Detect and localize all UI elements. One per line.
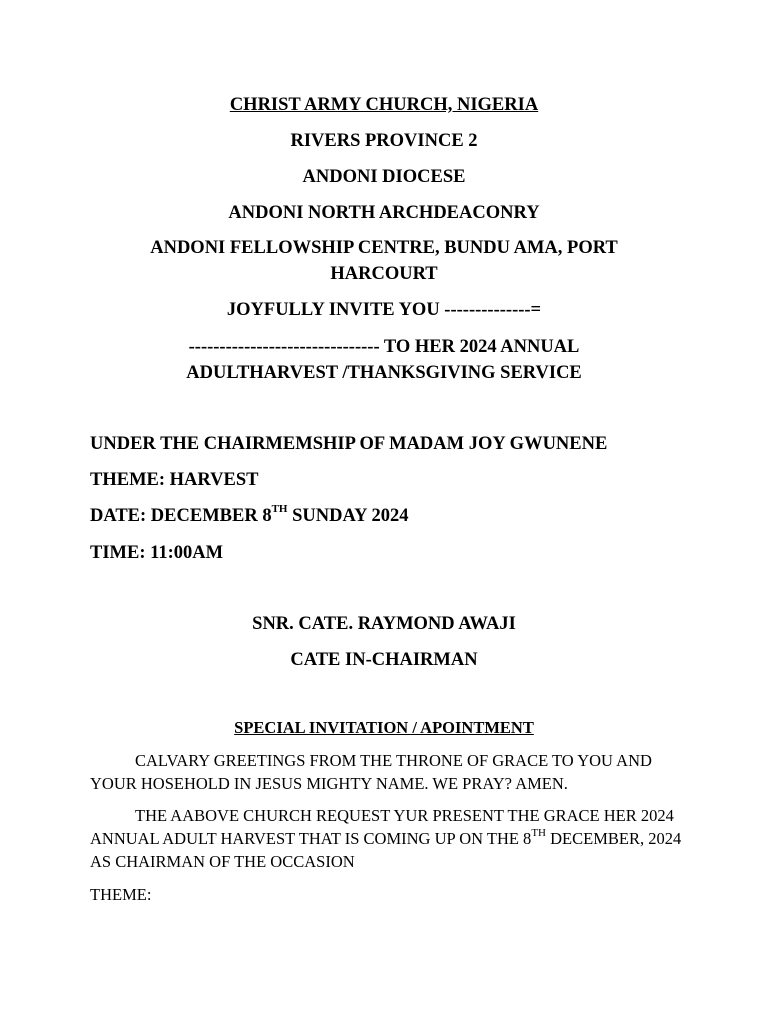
centre-line-1: ANDONI FELLOWSHIP CENTRE, BUNDU AMA, PORT	[150, 238, 618, 258]
date-superscript: TH	[271, 502, 288, 515]
date-prefix: DATE: DECEMBER 8	[90, 506, 272, 526]
chairmanship-line: UNDER THE CHAIRMEMSHIP OF MADAM JOY GWUNENE	[90, 434, 608, 454]
province: RIVERS PROVINCE 2	[290, 131, 478, 151]
paragraph-1	[90, 749, 686, 795]
theme-line: THEME: HARVEST	[90, 470, 259, 490]
diocese: ANDONI DIOCESE	[302, 167, 466, 187]
invite-line: JOYFULLY INVITE YOU --------------=	[226, 300, 542, 320]
paragraph-2-superscript: TH	[531, 826, 546, 839]
theme-label: THEME:	[90, 885, 152, 904]
service-line-1: ------------------------------- TO HER 2024 ANNUAL	[188, 337, 580, 357]
letter-heading: SPECIAL INVITATION / APOINTMENT	[234, 718, 534, 737]
date-line	[90, 503, 690, 529]
time-line: TIME: 11:00AM	[90, 543, 224, 563]
signatory-title: CATE IN-CHAIRMAN	[290, 650, 478, 670]
church-name: CHRIST ARMY CHURCH, NIGERIA	[229, 95, 539, 115]
service-line-2: ADULTHARVEST /THANKSGIVING SERVICE	[186, 363, 582, 383]
paragraph-1-text: CALVARY GREETINGS FROM THE THRONE OF GRACE TO YOU AND YOUR HOSEHOLD IN JESUS MIGHTY NAME. WE PRAY? AMEN.	[90, 751, 652, 793]
signatory-name: SNR. CATE. RAYMOND AWAJI	[252, 614, 516, 634]
paragraph-2-end: DECEMBER, 2024 AS CHAIRMAN OF THE OCCASION	[90, 829, 682, 871]
centre-line-2: HARCOURT	[330, 264, 438, 284]
paragraph-2	[90, 804, 686, 873]
archdeaconry: ANDONI NORTH ARCHDEACONRY	[228, 203, 540, 223]
date-suffix: SUNDAY 2024	[287, 506, 409, 526]
paragraph-2-start: THE AABOVE CHURCH REQUEST YUR PRESENT THE GRACE HER 2024 ANNUAL ADULT HARVEST THAT IS COMING UP ON THE 8	[90, 806, 674, 848]
